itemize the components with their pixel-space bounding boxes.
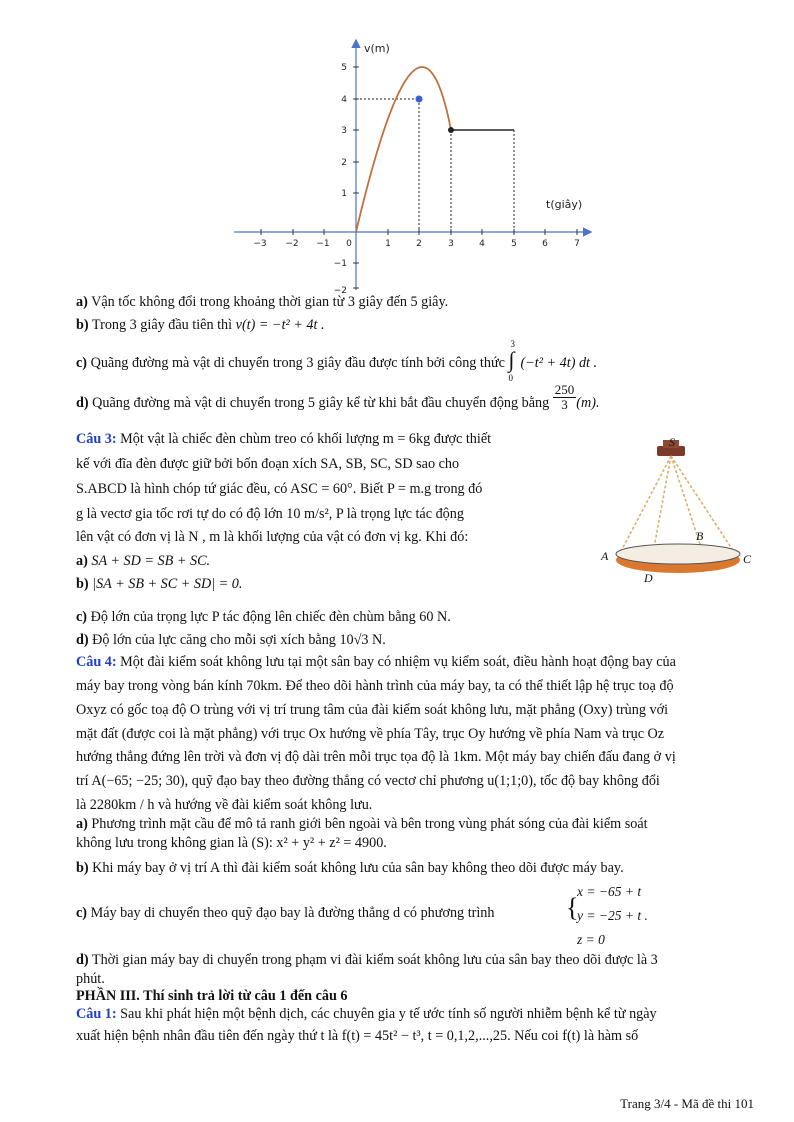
cau3-line2: kế với đĩa đèn được giữ bởi bốn đoạn xích SA, SB, SC, SD sao cho xyxy=(76,456,460,472)
prev-option-a: a) Vận tốc không đổi trong khoảng thời gian từ 3 giây đến 5 giây. xyxy=(76,294,449,310)
cau3-line4: g là vectơ gia tốc rơi tự do có độ lớn 10 m/s², P là trọng lực tác động xyxy=(76,506,464,522)
x-tick: −3 xyxy=(253,239,267,249)
x-tick: 6 xyxy=(542,239,548,249)
cau4-option-b: b) Khi máy bay ở vị trí A thì đài kiểm soát không lưu của sân bay không theo dõi được máy bay. xyxy=(76,860,624,876)
part3-q1-line2: xuất hiện bệnh nhân đầu tiên đến ngày thứ t là f(t) = 45t² − t³, t = 0,1,2,...,25. Nếu coi f(t) là hàm số xyxy=(76,1028,639,1044)
cau4-line7: là 2280km / h và hướng về đài kiểm soát không lưu. xyxy=(76,797,373,813)
cau4-line2: máy bay trong vòng bán kính 70km. Để theo dõi hành trình của máy bay, ta có thể thiết lập hệ trục toạ độ xyxy=(76,678,674,694)
y-tick: 4 xyxy=(341,95,347,105)
y-tick: 3 xyxy=(341,126,347,136)
system-brace: { xyxy=(566,893,579,922)
point-D: D xyxy=(644,571,653,585)
cau4-option-d: d) Thời gian máy bay di chuyển trong phạm vi đài kiểm soát không lưu của sân bay theo dõi được là 3 xyxy=(76,952,658,968)
y-axis-label: v(m) xyxy=(364,42,390,55)
chandelier-figure xyxy=(596,432,766,587)
x-tick: −1 xyxy=(316,239,330,249)
x-tick: 4 xyxy=(479,239,485,249)
page-footer: Trang 3/4 - Mã đề thi 101 xyxy=(620,1096,754,1111)
part3-q1-line1: Câu 1: Sau khi phát hiện một bệnh dịch, các chuyên gia y tế ước tính số người nhiễm bệnh kể từ ngày xyxy=(76,1006,657,1022)
velocity-curve xyxy=(356,67,451,232)
line-equation-system: x = −65 + t y = −25 + t . z = 0 xyxy=(577,884,648,947)
cau4-line4: mặt đất (được coi là mặt phẳng) với trục Ox hướng về phía Tây, trục Oy hướng về phía Nam và trục Oz xyxy=(76,726,665,742)
cau3-option-c: c) Độ lớn của trọng lực P tác động lên chiếc đèn chùm bằng 60 N. xyxy=(76,609,451,625)
cau3-line1: Câu 3: Một vật là chiếc đèn chùm treo có khối lượng m = 6kg được thiết xyxy=(76,431,492,447)
cau4-option-a-cont: không lưu trong không gian là (S): x² + y² + z² = 4900. xyxy=(76,835,387,851)
cau4-option-d-cont: phút. xyxy=(76,971,105,987)
cau3-line5: lên vật có đơn vị là N , m là khối lượng của vật có đơn vị kg. Khi đó: xyxy=(76,529,469,545)
junction-point xyxy=(448,127,454,133)
prev-option-d: d) Quãng đường mà vật di chuyển trong 5 giây kể từ khi bắt đầu chuyển động bằng $\frac{250}{3}$ (m). xyxy=(76,382,600,413)
cau3-option-d: d) Độ lớn của lực căng cho mỗi sợi xích bằng 10√3 N. xyxy=(76,632,386,648)
cau4-line6: trí A(−65; −25; 30), quỹ đạo bay theo đường thẳng có vectơ chỉ phương u(1;1;0), tốc độ bay không đổi xyxy=(76,773,660,789)
cau4-line3: Oxyz có gốc toạ độ O trùng với vị trí trung tâm của đài kiểm soát không lưu, mặt phẳng (Oxy) trùng với xyxy=(76,702,669,718)
cau4-line1: Câu 4: Một đài kiểm soát không lưu tại một sân bay có nhiệm vụ kiểm soát, điều hành hoạt động bay của xyxy=(76,654,676,670)
y-tick: 5 xyxy=(341,63,347,73)
cau4-option-a: a) Phương trình mặt cầu để mô tả ranh giới bên ngoài và bên trong vùng phát sóng của đài kiểm soát xyxy=(76,816,648,832)
point-C: C xyxy=(743,552,752,566)
y-tick: −2 xyxy=(333,286,347,296)
cau4-line5: hướng thẳng đứng lên trời và đơn vị độ dài trên mỗi trục tọa độ là 1km. Một máy bay chiến đấu đang ở vị xyxy=(76,749,676,765)
x-tick: 0 xyxy=(346,239,352,249)
peak-point xyxy=(416,96,423,103)
point-A: A xyxy=(601,549,609,563)
point-S: S xyxy=(669,435,675,449)
x-axis-label: t(giây) xyxy=(546,198,583,211)
y-tick: 1 xyxy=(341,189,347,199)
x-tick: 2 xyxy=(416,239,422,249)
x-tick: 1 xyxy=(385,239,391,249)
cau4-option-c: c) Máy bay di chuyển theo quỹ đạo bay là đường thẳng d có phương trình xyxy=(76,905,495,921)
velocity-graph xyxy=(228,35,608,300)
lamp-disk-top xyxy=(616,544,740,564)
x-tick: −2 xyxy=(285,239,299,249)
y-tick: 2 xyxy=(341,158,347,168)
prev-option-b: b) Trong 3 giây đầu tiên thì v(t) = −t² + 4t . xyxy=(76,317,325,333)
cau3-option-a: a) SA + SD = SB + SC. xyxy=(76,553,211,569)
y-tick: −1 xyxy=(333,259,347,269)
cau3-line3: S.ABCD là hình chóp tứ giác đều, có ASC = 60°. Biết P = m.g trong đó xyxy=(76,481,483,497)
prev-option-c: c) Quãng đường mà vật di chuyển trong 3 giây đầu được tính bởi công thức 3 ∫ 0 (−t² + 4t) dt . xyxy=(76,339,598,383)
part3-heading: PHẦN III. Thí sinh trả lời từ câu 1 đến câu 6 xyxy=(76,988,348,1004)
x-tick: 5 xyxy=(511,239,517,249)
cau3-option-b: b) |SA + SB + SC + SD| = 0. xyxy=(76,576,243,592)
point-B: B xyxy=(696,529,704,543)
x-tick: 3 xyxy=(448,239,454,249)
x-tick: 7 xyxy=(574,239,580,249)
